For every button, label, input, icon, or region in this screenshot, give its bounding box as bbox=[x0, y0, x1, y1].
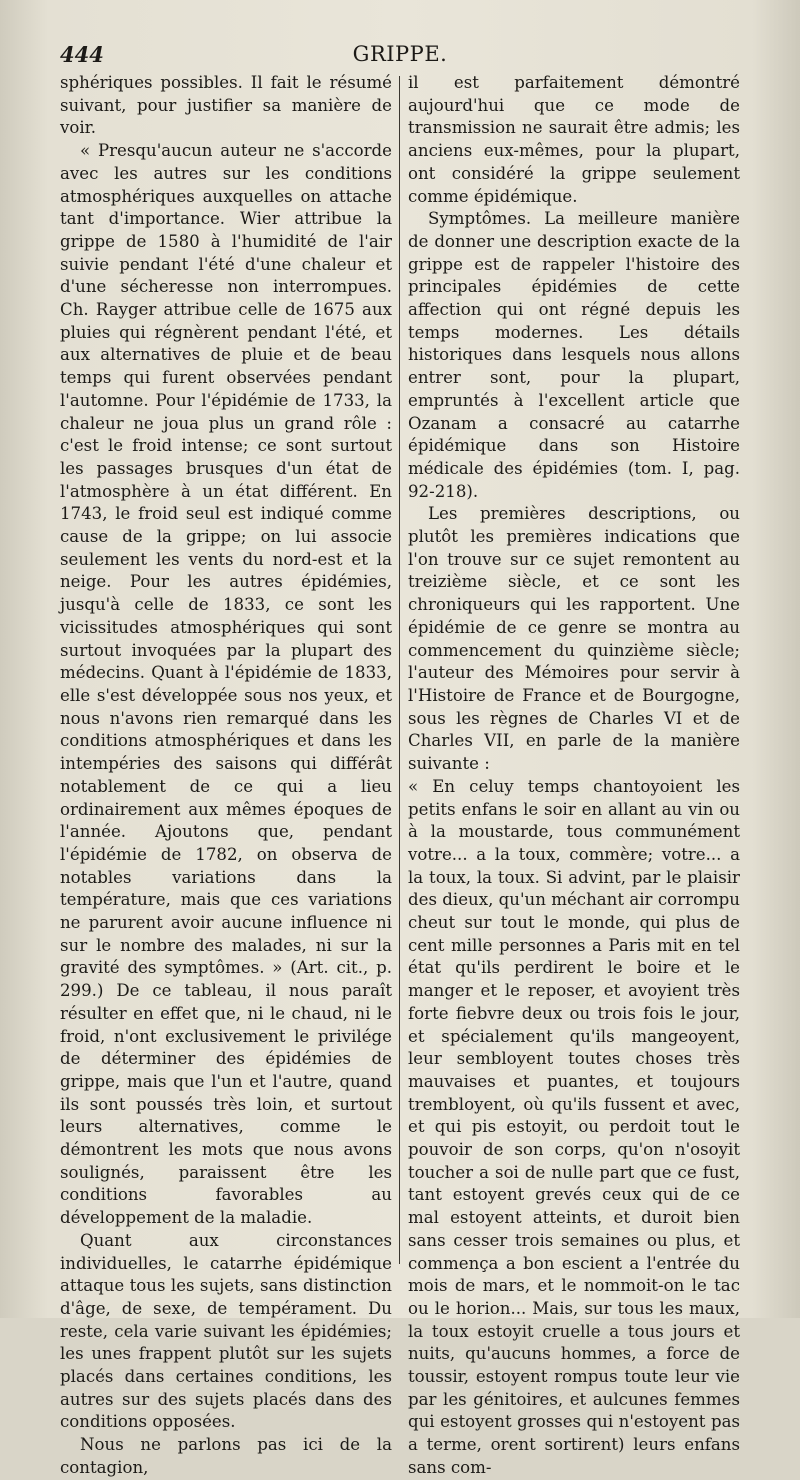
paragraph: il est parfaitement démontré aujourd'hui que ce mode de transmission ne saurait être admis; les anciens eux-mêmes, pour la plupart, ont considéré la grippe seulement comme épidémique. bbox=[408, 73, 740, 206]
paragraph: Les premières descriptions, ou plutôt les premières indications que l'on trouve sur ce sujet remontent au treizième siècle, et ce sont les chroniqueurs qui les rapportent. Une épidémie de ce genre se montra au commencement du quinzième siècle; l'auteur des Mémoires pour servir à l'Histoire de France et de Bourgogne, sous les règnes de Charles VI et de Charles VII, en parle de la manière suivante : bbox=[408, 504, 740, 774]
paragraph: « Presqu'aucun auteur ne s'accorde avec les autres sur les conditions atmosphériques auxquelles on attache tant d'importance. Wier attribue la grippe de 1580 à l'humidité de l'air suivie pendant l'été d'une chaleur et d'une sécheresse non interrompues. Ch. Rayger attribue celle de 1675 aux pluies qui régnèrent pendant l'été, et aux alternatives de pluie et de beau temps qui furent observées pendant l'automne. Pour l'épidémie de 1733, la chaleur ne joua plus un grand rôle : c'est le froid intense; ce sont surtout les passages brusques d'un état de l'atmosphère à un état différent. En 1743, le froid seul est indiqué comme cause de la grippe; on lui associe seulement les vents du nord-est et la neige. Pour les autres épidémies, jusqu'à celle de 1833, ce sont les vicissitudes atmosphériques qui sont surtout invoquées par la plupart des médecins. Quant à l'épidémie de 1833, elle s'est développée sous nos yeux, et nous n'avons rien remarqué dans les conditions atmosphériques et dans les intempéries des saisons qui différât notablement de ce qui a lieu ordinairement aux mêmes époques de l'année. Ajoutons que, pendant l'épidémie de 1782, on observa de notables variations dans la température, mais que ces variations ne parurent avoir aucune influence ni sur le nombre des malades, ni sur la gravité des symptômes. » (Art. cit., p. 299.) De ce tableau, il nous paraît résulter en effet que, ni le chaud, ni le froid, n'ont exclusivement le privilége de déterminer des épidémies de grippe, mais que l'un et l'autre, quand ils sont poussés très loin, et surtout leurs alternatives, comme le démontrent les mots que nous avons soulignés, paraissent être les conditions favorables au développement de la maladie. bbox=[60, 141, 392, 1228]
paragraph-symptomes: Symptômes. La meilleure manière de donner une description exacte de la grippe est de rappeler l'histoire des principales épidémies de cette affection qui ont régné depuis les temps modernes. Les détails historiques dans lesquels nous allons entrer sont, pour la plupart, empruntés à l'excellent article que Ozanam a consacré au catarrhe épidémique dans son Histoire médicale des épidémies (tom. I, pag. 92-218). bbox=[408, 209, 740, 501]
quotation-paragraph: « En celuy temps chantoyoient les petits enfans le soir en allant au vin ou à la moustarde, tous communément votre... a la toux, commère; votre... a la toux, la toux. Si advint, par le plaisir des dieux, qu'un méchant air corrompu cheut sur tout le monde, qui plus de cent mille personnes a Paris mit en tel état qu'ils perdirent le boire et le manger et le reposer, et avoyient très forte fiebvre deux ou trois fois le jour, et spécialement qu'ils mangeoyent, leur sembloyent toutes choses très mauvaises et puantes, et toujours trembloyent, où qu'ils fussent et avec, et qui pis estoyit, ou perdoit tout le pouvoir de son corps, qu'on n'osoyit toucher a soi de nulle part que ce fust, tant estoyent grevés ceux qui de ce mal estoyent atteints, et duroit bien sans cesser trois semaines ou plus, et commença a bon escient a l'entrée du mois de mars, et le nommoit-on le tac ou le horion... Mais, sur tous les maux, la toux estoyit cruelle a tous jours et nuits, qu'aucuns hommes, a force de toussir, estoyent rompus toute leur vie par les génitoires, et aulcunes femmes qui estoyent grosses qui n'estoyent pas a terme, orent sortirent) leurs enfans sans com- bbox=[408, 776, 740, 1477]
running-title: GRIPPE. bbox=[352, 42, 448, 66]
paragraph: sphériques possibles. Il fait le résumé suivant, pour justifier sa manière de voir. bbox=[60, 73, 392, 138]
paragraph: Nous ne parlons pas ici de la contagion, bbox=[60, 1435, 392, 1477]
paragraph: Quant aux circonstances individuelles, le catarrhe épidémique attaque tous les sujets, sans distinction d'âge, de sexe, de tempérament. Du reste, cela varie suivant les épidémies; les unes frappent plutôt sur les sujets placés dans certaines conditions, les autres sur des sujets placés dans des conditions opposées. bbox=[60, 1230, 392, 1432]
column-divider bbox=[399, 76, 400, 1264]
page-number: 444 bbox=[60, 42, 104, 67]
right-column bbox=[408, 72, 740, 1480]
left-column bbox=[60, 72, 392, 1480]
text-columns bbox=[60, 72, 740, 1477]
